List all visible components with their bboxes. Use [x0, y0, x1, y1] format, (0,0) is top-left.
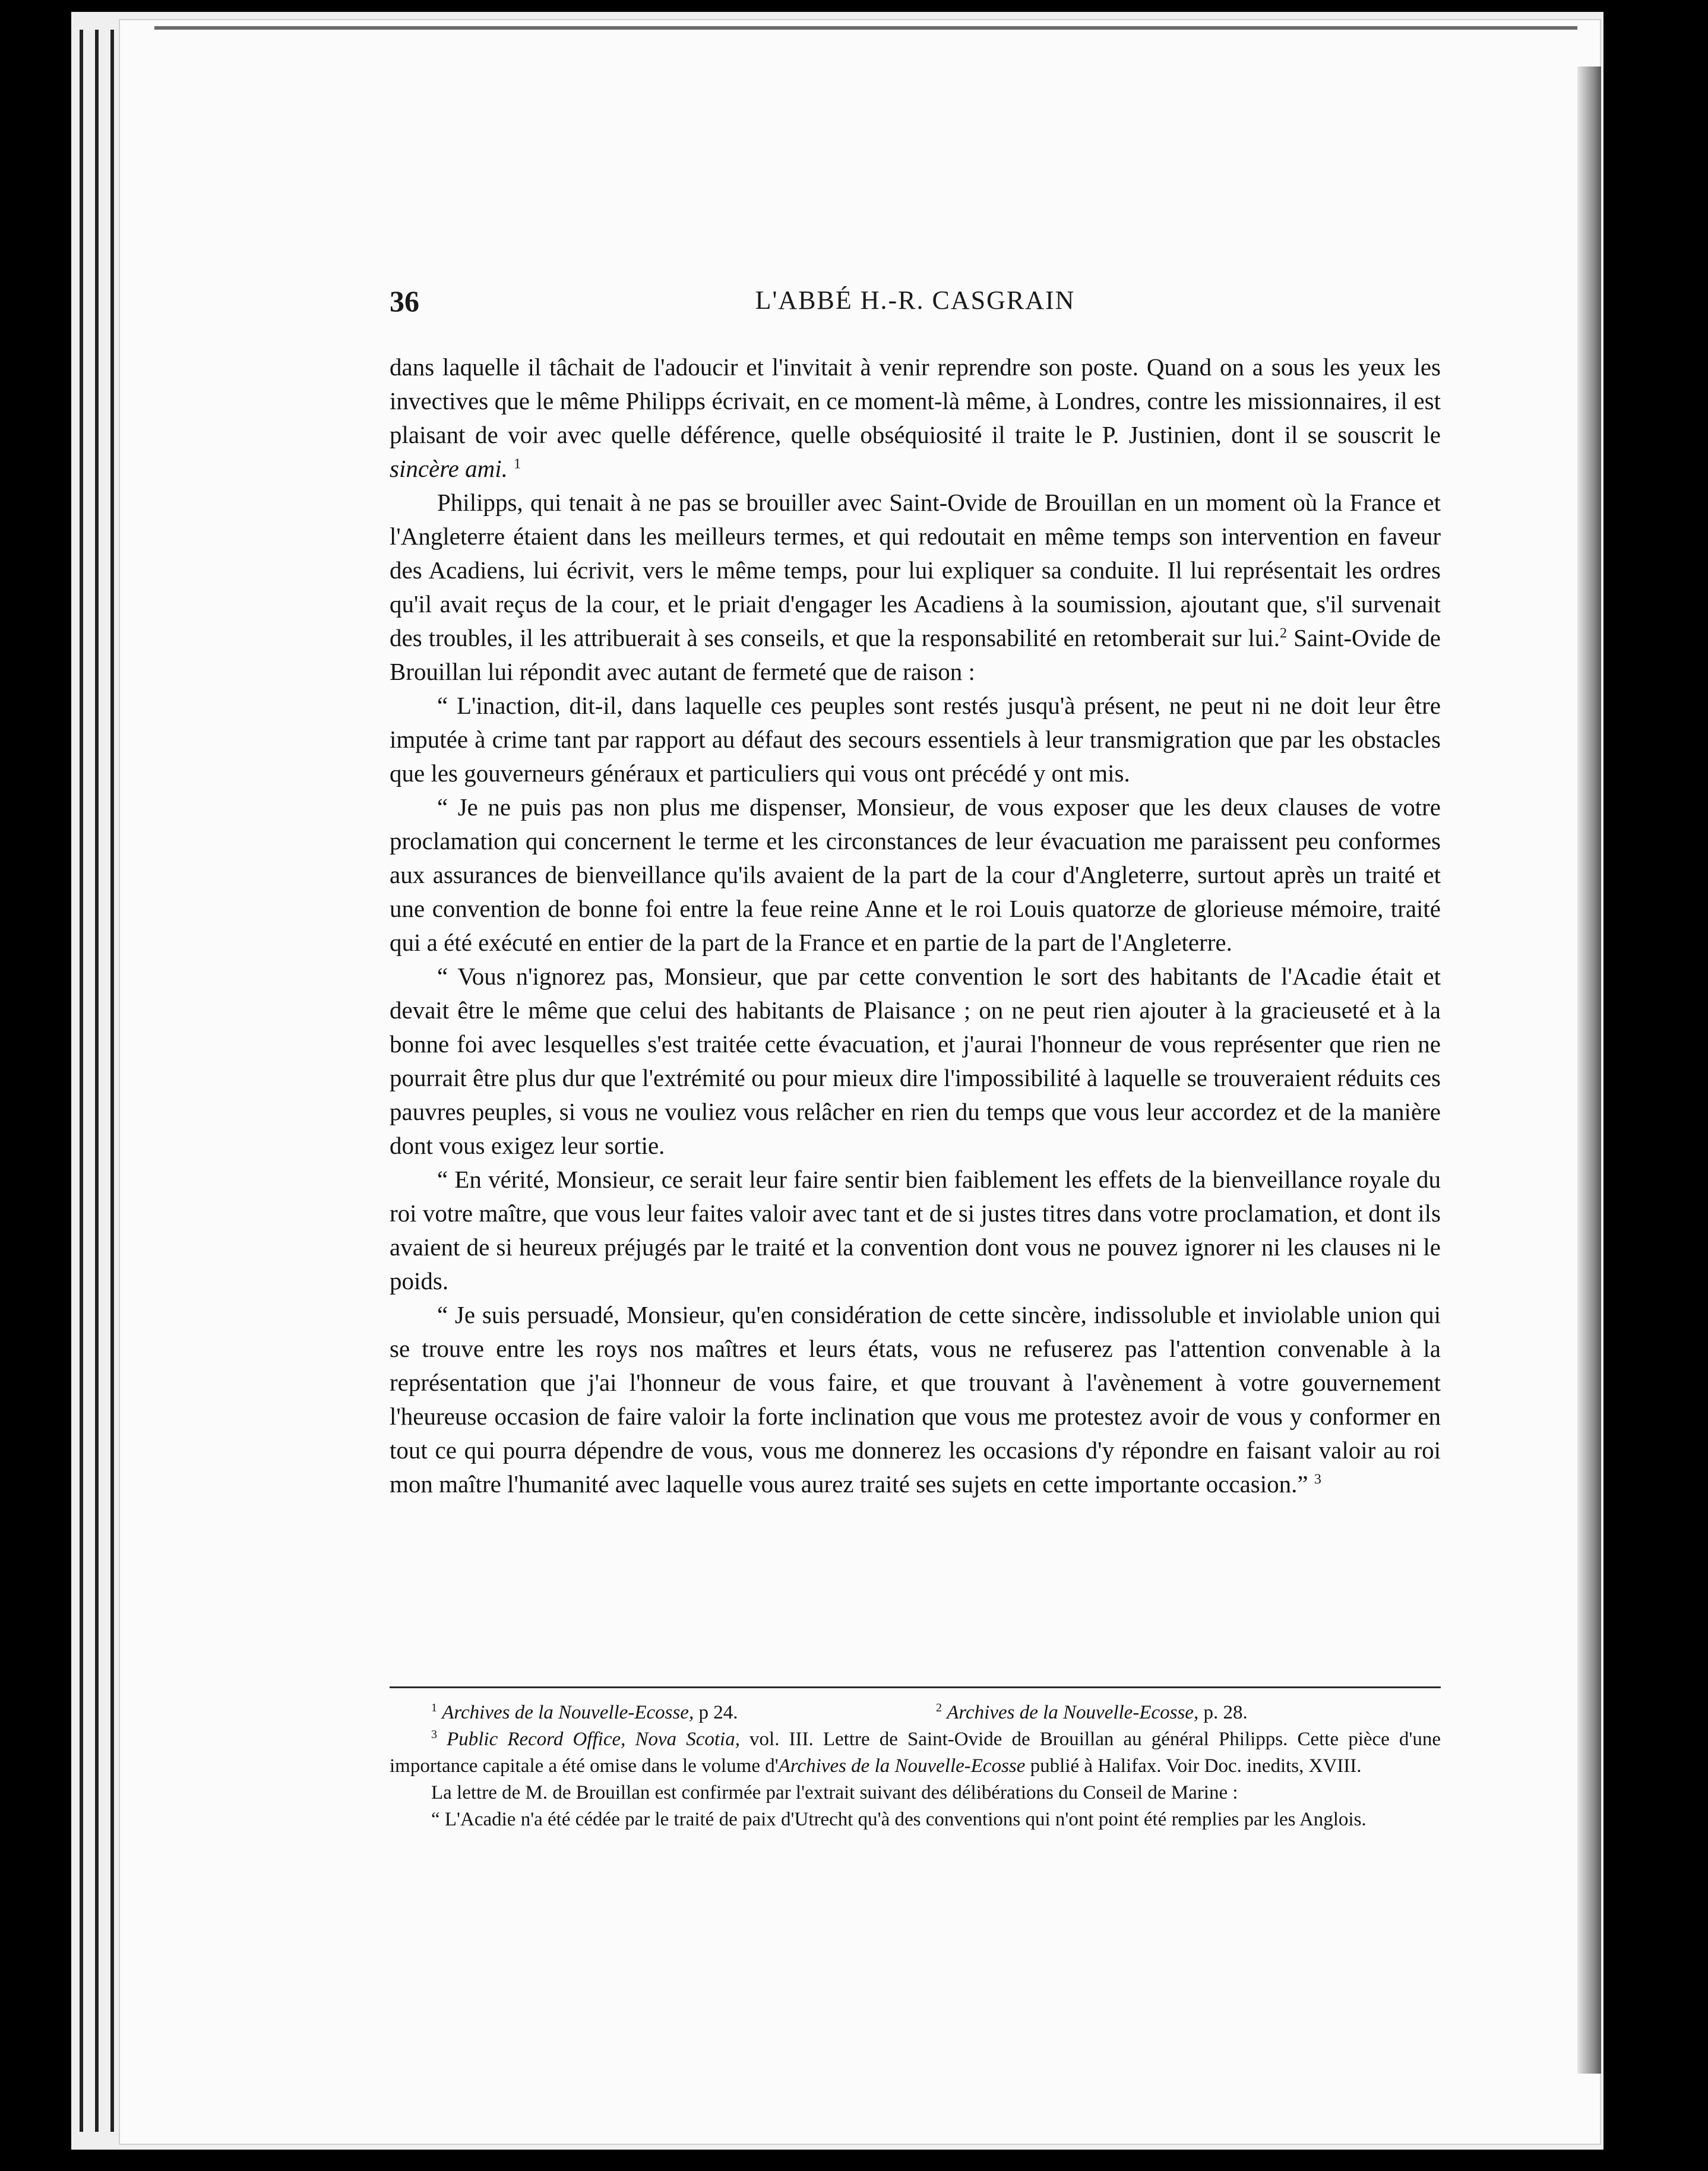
footnotes [390, 1700, 1441, 1833]
paragraph [390, 486, 1441, 689]
footnote-title: Archives de la Nouvelle-Ecosse, [442, 1702, 694, 1723]
footnote-rule [390, 1686, 1441, 1688]
footnote-number: 2 [936, 1701, 942, 1714]
paragraph-text: dans laquelle il tâchait de l'adoucir et l'invitait à venir reprendre son poste. Quand on a sous les yeux les invectives que le même Philipps écrivait, en ce moment-là même, à Londres, contre les missionnaires, il est plaisant de voir avec quelle déférence, quelle obséquiosité il traite le P. Justinien, dont il se souscrit le [390, 353, 1441, 448]
footnote-text: vol. III. Lettre de Saint-Ovide de Brouillan au général Philipps. Cette pièce d'une importance capitale a été omise dans le volume d' [390, 1729, 1441, 1777]
footnote: La lettre de M. de Brouillan est confirmée par l'extrait suivant des délibérations du Conseil de Marine : [431, 1782, 1238, 1803]
page-binding-shadow [1577, 67, 1601, 2074]
page-edge-line [110, 30, 114, 2132]
footnote [936, 1700, 1441, 1726]
paragraph [390, 1298, 1441, 1501]
running-head: L'ABBÉ H.-R. CASGRAIN [755, 286, 1076, 315]
footnote-ref: 3 [1314, 1471, 1321, 1488]
paragraph: “ Vous n'ignorez pas, Monsieur, que par cette convention le sort des habitants de l'Acadie était et devait être le même que celui des habitants de Plaisance ; on ne peut rien ajouter à la gracieuseté et à la bonne foi avec lesquelles s'est traitée cette évacuation, et j'aurai l'honneur de vous représenter que rien ne pourrait être plus dur que l'extrémité ou pour mieux dire l'impossibilité à laquelle se trouveraient réduits ces pauvres peuples, si vous ne vouliez vous relâcher en rien du temps que vous leur accordez et de la manière dont vous exigez leur sortie. [390, 963, 1441, 1159]
footnote-page: p 24. [694, 1702, 738, 1723]
footnote-page: p. 28. [1198, 1702, 1248, 1723]
footnote-text: publié à Halifax. Voir Doc. inedits, XVIII. [1025, 1755, 1362, 1777]
italic-text: sincère ami. [390, 455, 508, 482]
footnote [390, 1700, 936, 1726]
paragraph-text: “ Je suis persuadé, Monsieur, qu'en considération de cette sincère, indissoluble et inviolable union qui se trouve entre les roys nos maîtres et leurs états, vous ne refuserez pas l'attention convenable à la représentation que j'ai l'honneur de vous faire, et que trouvant à l'avènement à votre gouvernement l'heureuse occasion de faire valoir la forte inclination que vous me protestez avoir de vous y conformer en tout ce qui pourra dépendre de vous, vous me donnerez les occasions d'y répondre en faisant valoir au roi mon maître l'humanité avec laquelle vous aurez traité ses sujets en cette importante occasion.” [390, 1301, 1441, 1498]
footnote-title: Archives de la Nouvelle-Ecosse [778, 1755, 1026, 1777]
page-number: 36 [390, 284, 419, 318]
page-edge-line [80, 30, 83, 2132]
footnote-number: 1 [431, 1701, 437, 1714]
footnote: “ L'Acadie n'a été cédée par le traité de paix d'Utrecht qu'à des conventions qui n'ont point été remplies par les Anglois. [431, 1809, 1367, 1830]
paragraph: “ L'inaction, dit-il, dans laquelle ces peuples sont restés jusqu'à présent, ne peut ni ne doit leur être imputée à crime tant par rapport au défaut des secours essentiels à leur transmigration que par les obstacles que les gouverneurs généraux et particuliers qui vous ont précédé y ont mis. [390, 692, 1441, 787]
footnote-title: Archives de la Nouvelle-Ecosse, [947, 1702, 1199, 1723]
footnote-ref: 1 [514, 456, 521, 472]
footnote-number: 3 [431, 1728, 437, 1741]
page-edge-line [95, 30, 99, 2132]
page-top-edge [154, 26, 1577, 30]
body-text [390, 350, 1441, 1501]
paragraph [390, 350, 1441, 486]
paragraph-text: Saint-Ovide de Brouillan lui répondit avec autant de fermeté que de raison : [390, 624, 1441, 685]
page-header [390, 284, 1441, 325]
footnote [390, 1726, 1441, 1780]
paragraph: “ En vérité, Monsieur, ce serait leur faire sentir bien faiblement les effets de la bienveillance royale du roi votre maître, que vous leur faites valoir avec tant et de si justes titres dans votre proclamation, et dont ils avaient de si heureux préjugés par le traité et la convention dont vous ne pouvez ignorer ni les clauses ni le poids. [390, 1166, 1441, 1295]
paragraph-text: Philipps, qui tenait à ne pas se brouiller avec Saint-Ovide de Brouillan en un moment où la France et l'Angleterre étaient dans les meilleurs termes, et qui redoutait en même temps son intervention en faveur des Acadiens, lui écrivit, vers le même temps, pour lui expliquer sa conduite. Il lui représentait les ordres qu'il avait reçus de la cour, et le priait d'engager les Acadiens à la soumission, ajoutant que, s'il survenait des troubles, il les attribuerait à ses conseils, et que la responsabilité en retomberait sur lui. [390, 489, 1441, 651]
paragraph: “ Je ne puis pas non plus me dispenser, Monsieur, de vous exposer que les deux clauses de votre proclamation qui concernent le terme et les circonstances de leur évacuation me paraissent peu conformes aux assurances de bienveillance qu'ils avaient de la part de la cour d'Angleterre, surtout après un traité et une convention de bonne foi entre la feue reine Anne et le roi Louis quatorze de glorieuse mémoire, traité qui a été exécuté en entier de la part de la France et en partie de la part de l'Angleterre. [390, 793, 1441, 956]
footnote-title: Public Record Office, Nova Scotia, [447, 1729, 740, 1750]
footnote-ref: 2 [1280, 625, 1288, 641]
footnote-row [390, 1700, 1441, 1726]
